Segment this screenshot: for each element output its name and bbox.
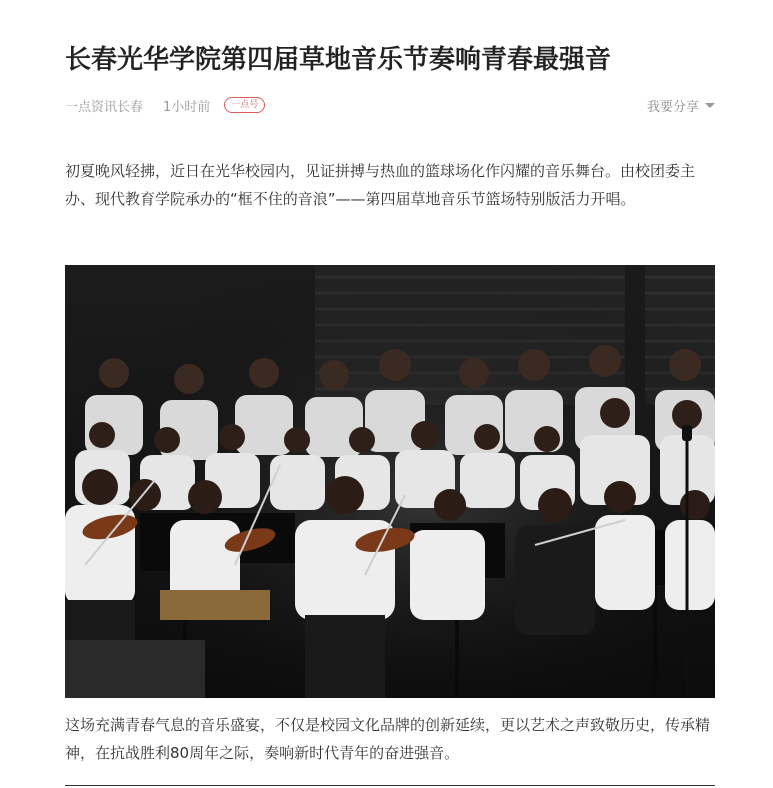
chevron-down-icon — [705, 103, 715, 108]
article-meta — [65, 94, 715, 116]
article-title: 长春光华学院第四届草地音乐节奏响青春最强音 — [65, 45, 612, 75]
share-label: 我要分享 — [646, 99, 699, 115]
article-paragraph-2: 这场充满青春气息的音乐盛宴，不仅是校园文化品牌的创新延续，更以艺术之声致敬历史，传承精神，在抗战胜利80周年之际，奏响新时代青年的奋进强音。 — [65, 716, 711, 762]
concert-photo — [65, 265, 715, 698]
divider — [65, 785, 715, 786]
publish-time: 1小时前 — [163, 99, 211, 115]
account-badge: 一点号 — [224, 97, 265, 113]
article-paragraph-1: 初夏晚风轻拂，近日在光华校园内，见证拼搏与热血的篮球场化作闪耀的音乐舞台。由校团委主办、现代教育学院承办的“框不住的音浪”——第四届草地音乐节篮场特别版活力开唱。 — [65, 162, 696, 208]
photo-illustration — [65, 265, 715, 698]
source-name[interactable]: 一点资讯长春 — [65, 99, 144, 115]
speaker — [65, 640, 205, 698]
share-button[interactable] — [647, 96, 715, 115]
